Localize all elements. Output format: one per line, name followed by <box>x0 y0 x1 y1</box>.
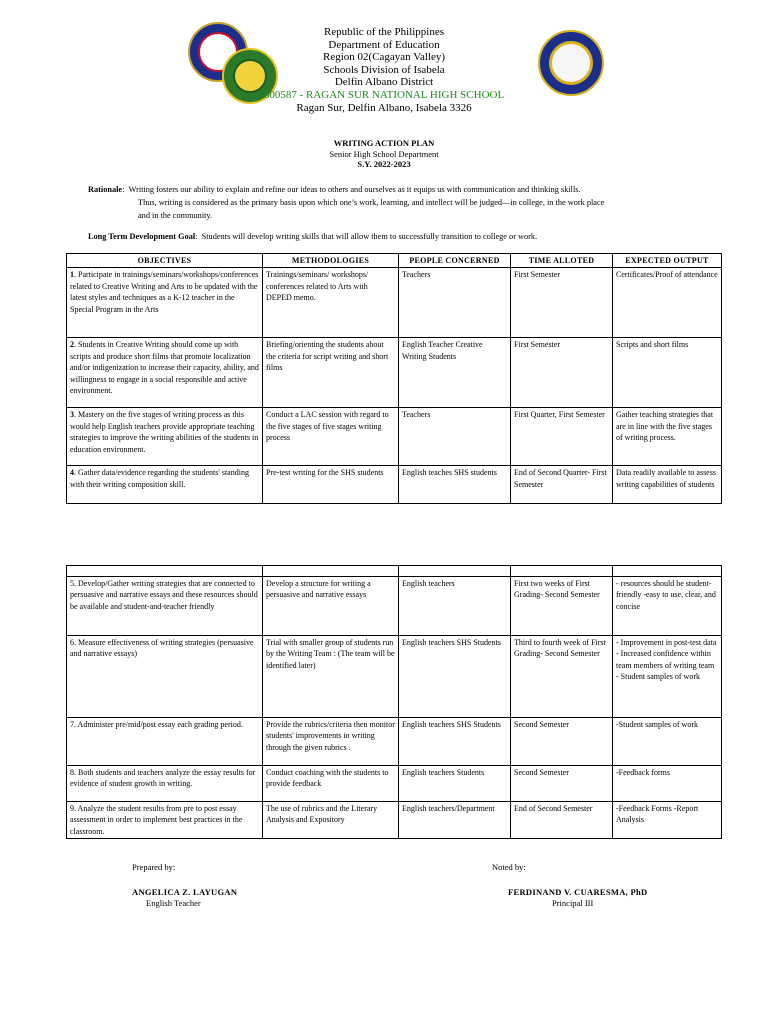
table-row <box>67 338 722 408</box>
rationale-line2: Thus, writing is considered as the primary basis upon which one’s work, learning, and intellect will be judged—in college, in the work place <box>138 198 605 207</box>
objective-cell: 5. Develop/Gather writing strategies that are connected to persuasive and narrative essays and these resources should be available and student-and-teacher friendly <box>67 577 263 636</box>
methodology-cell: Pre-test writing for the SHS students <box>263 466 399 504</box>
rationale-block: Rationale: Writing fosters our ability to explain and refine our ideas to others and ourselves as it equips us with communication and thinking skills. Thus, writing is considered as the primary basis upon which one’s work, learning, and intellect will be judged—in college, in the work place and in the community. <box>88 183 708 222</box>
table-row <box>67 802 722 839</box>
methodology-cell: Conduct coaching with the students to provide feedback <box>263 766 399 802</box>
table-row <box>67 718 722 766</box>
prepared-name: ANGELICA Z. LAYUGAN <box>132 887 238 897</box>
output-cell: - Improvement in post-test data - Increased confidence within team members of writing team - Student samples of work <box>613 636 722 718</box>
people-cell: English teachers SHS Students <box>399 636 511 718</box>
table-row <box>67 636 722 718</box>
goal-text: Students will develop writing skills that will allow them to successfully transition to college or work. <box>201 232 538 241</box>
objective-cell: 9. Analyze the student results from pre to post essay assessment in order to implement best practices in the classroom. <box>67 802 263 839</box>
output-cell: -Student samples of work <box>613 718 722 766</box>
prepared-by-block <box>132 862 237 909</box>
plan-title: WRITING ACTION PLAN <box>333 138 435 148</box>
noted-name: FERDINAND V. CUARESMA, PhD <box>508 887 648 897</box>
objective-cell: 4. Gather data/evidence regarding the students' standing with their writing composition skill. <box>67 466 263 504</box>
prepared-title: English Teacher <box>146 898 201 908</box>
people-cell: English teachers <box>399 577 511 636</box>
header-time: TIME ALLOTED <box>511 254 613 268</box>
time-cell: Second Semester <box>511 766 613 802</box>
table-row <box>67 766 722 802</box>
empty-row <box>67 566 722 577</box>
time-cell: First two weeks of First Grading- Second Semester <box>511 577 613 636</box>
letterhead <box>0 26 768 114</box>
table-row <box>67 577 722 636</box>
action-plan-table-part1 <box>66 253 722 504</box>
plan-school-year: S.Y. 2022-2023 <box>357 159 411 169</box>
school-name: 300587 - RAGAN SUR NATIONAL HIGH SCHOOL <box>263 88 505 101</box>
header-people: PEOPLE CONCERNED <box>399 254 511 268</box>
noted-by-block <box>492 862 647 909</box>
output-cell: Gather teaching strategies that are in line with the five stages of writing process. <box>613 408 722 466</box>
methodology-cell: Trial with smaller group of students run by the Writing Team : (The team will be identified later) <box>263 636 399 718</box>
output-cell: - resources should be student-friendly -easy to use, clear, and concise <box>613 577 722 636</box>
goal-block: Long Term Development Goal: Students will develop writing skills that will allow them to successfully transition to college or work. <box>88 232 538 241</box>
time-cell: First Quarter, First Semester <box>511 408 613 466</box>
department-line: Department of Education <box>328 38 440 51</box>
rationale-line3: and in the community. <box>138 211 213 220</box>
plan-heading <box>0 138 768 170</box>
time-cell: First Semester <box>511 268 613 338</box>
rationale-line1: Writing fosters our ability to explain and refine our ideas to others and ourselves as it equips us with communication and thinking skills. <box>128 185 581 194</box>
division-line: Schools Division of Isabela <box>323 63 445 76</box>
people-cell: English teaches SHS students <box>399 466 511 504</box>
objective-cell: 3. Mastery on the five stages of writing process as this would help English teachers provide appropriate teaching strategies to improve the writing abilities of the students in education environment. <box>67 408 263 466</box>
table-row <box>67 408 722 466</box>
header-methodologies: METHODOLOGIES <box>263 254 399 268</box>
methodology-cell: The use of rubrics and the Literary Analysis and Expository <box>263 802 399 839</box>
prepared-label: Prepared by: <box>132 862 176 872</box>
time-cell: Second Semester <box>511 718 613 766</box>
people-cell: English teachers/Department <box>399 802 511 839</box>
time-cell: End of Second Semester <box>511 802 613 839</box>
methodology-cell: Trainings/seminars/ workshops/ conferences related to Arts with DEPED memo. <box>263 268 399 338</box>
region-line: Region 02(Cagayan Valley) <box>323 51 445 64</box>
noted-label: Noted by: <box>492 862 526 872</box>
header-output: EXPECTED OUTPUT <box>613 254 722 268</box>
district-line: Delfin Albano District <box>334 76 434 89</box>
table-row <box>67 268 722 338</box>
objective-cell: 8. Both students and teachers analyze the essay results for evidence of student growth in writing. <box>67 766 263 802</box>
objective-cell: 2. Students in Creative Writing should come up with scripts and produce short films that promote localization and/or indigenization to increase their capacity, ability, and willingness to engage in a social responsible and active environment. <box>67 338 263 408</box>
header-objectives: OBJECTIVES <box>67 254 263 268</box>
people-cell: English teachers SHS Students <box>399 718 511 766</box>
people-cell: English Teacher Creative Writing Students <box>399 338 511 408</box>
time-cell: End of Second Quarter- First Semester <box>511 466 613 504</box>
objective-cell: 1. Participate in trainings/seminars/workshops/conferences related to Creative Writing and Arts to be updated with the latest styles and techniques as a K-12 teacher in the Special Program in the Arts <box>67 268 263 338</box>
output-cell: -Feedback forms <box>613 766 722 802</box>
methodology-cell: Provide the rubrics/criteria then monitor students' improvements in writing through the given rubrics . <box>263 718 399 766</box>
time-cell: First Semester <box>511 338 613 408</box>
output-cell: Data readily available to assess writing capabilities of students <box>613 466 722 504</box>
time-cell: Third to fourth week of First Grading- Second Semester <box>511 636 613 718</box>
people-cell: Teachers <box>399 268 511 338</box>
people-cell: English teachers Students <box>399 766 511 802</box>
action-plan-table-part2 <box>66 565 722 839</box>
table-header-row <box>67 254 722 268</box>
output-cell: -Feedback Forms -Report Analysis <box>613 802 722 839</box>
noted-title: Principal III <box>552 898 594 908</box>
methodology-cell: Briefing/orienting the students about the criteria for script writing and short films <box>263 338 399 408</box>
republic-line: Republic of the Philippines <box>323 26 445 38</box>
methodology-cell: Develop a structure for writing a persuasive and narrative essays <box>263 577 399 636</box>
objective-cell: 7. Administer pre/mid/post essay each grading period. <box>67 718 263 766</box>
output-cell: Scripts and short films <box>613 338 722 408</box>
table-row <box>67 466 722 504</box>
objective-cell: 6. Measure effectiveness of writing strategies (persuasive and narrative essays) <box>67 636 263 718</box>
output-cell: Certificates/Proof of attendance <box>613 268 722 338</box>
people-cell: Teachers <box>399 408 511 466</box>
methodology-cell: Conduct a LAC session with regard to the five stages of five stages writing process <box>263 408 399 466</box>
plan-department: Senior High School Department <box>329 148 439 159</box>
goal-label: Long Term Development Goal <box>88 232 196 241</box>
school-address: Ragan Sur, Delfin Albano, Isabela 3326 <box>296 101 472 114</box>
rationale-label: Rationale <box>88 185 123 194</box>
